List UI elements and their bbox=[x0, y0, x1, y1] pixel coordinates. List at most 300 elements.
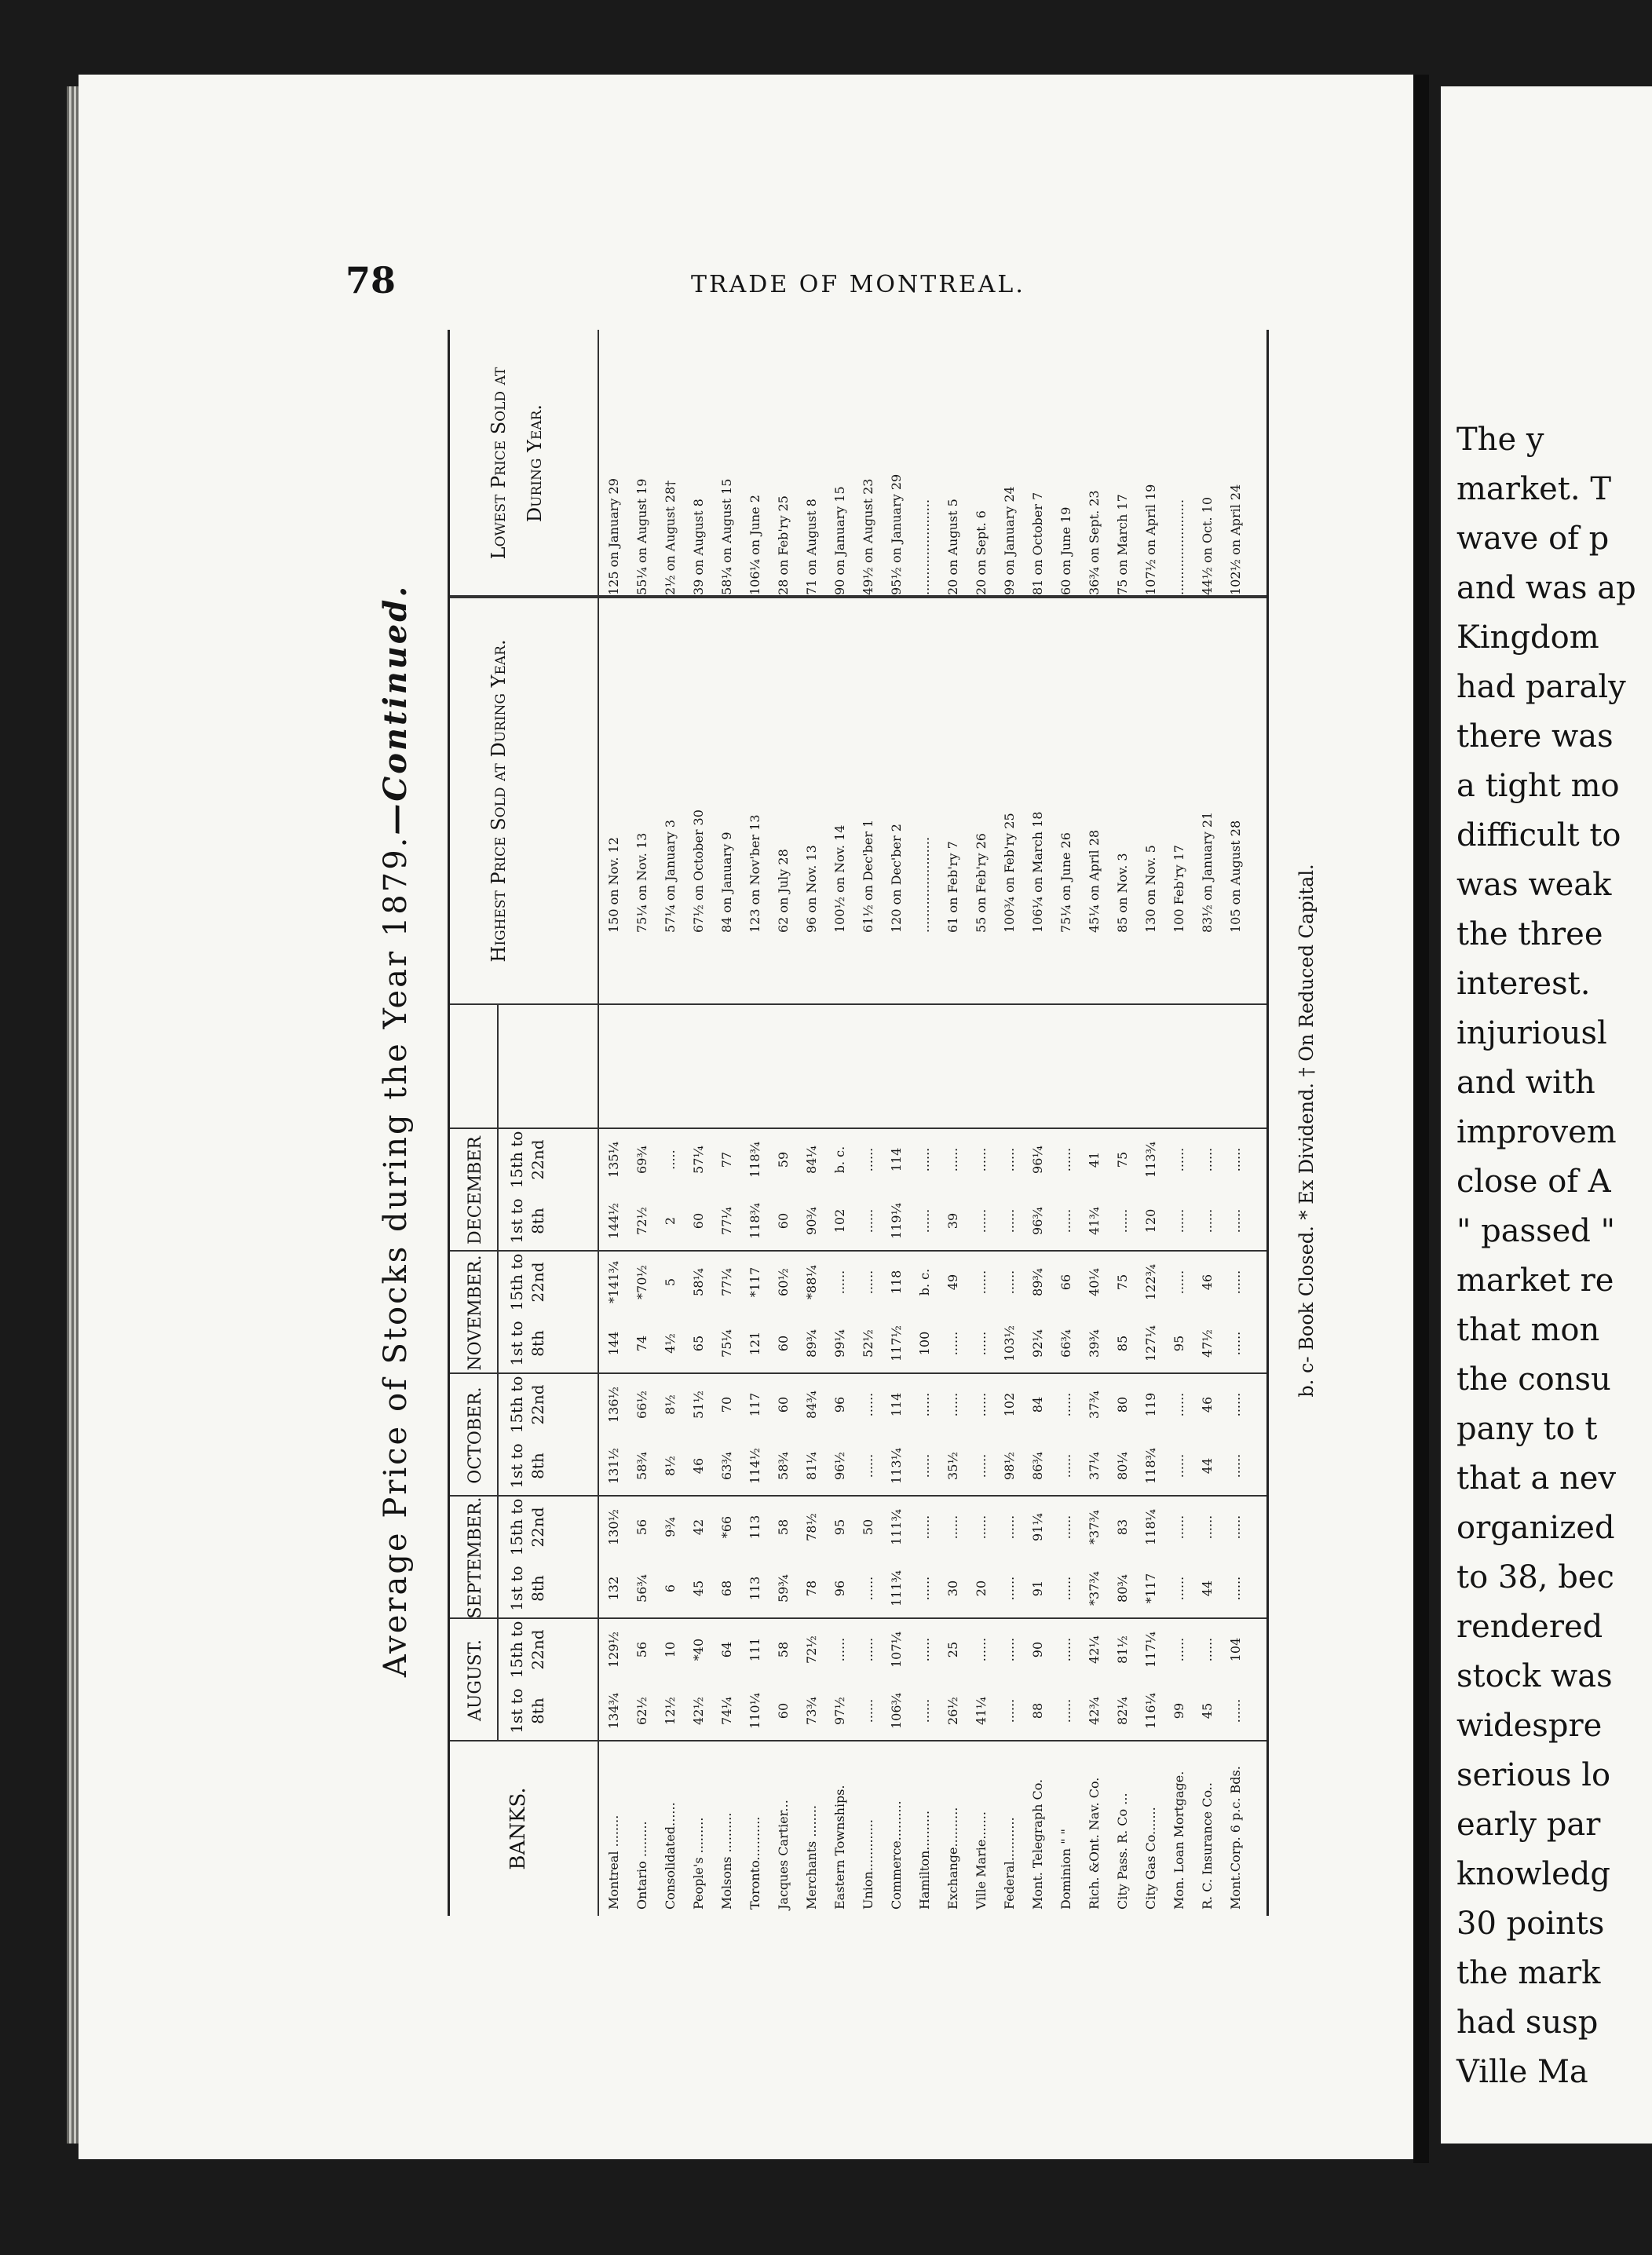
price-cell: 85 bbox=[1115, 1335, 1130, 1352]
price-cell: ...... bbox=[945, 1515, 960, 1540]
price-cell: 99 bbox=[1171, 1702, 1186, 1720]
table-row bbox=[777, 330, 790, 1916]
price-cell: *88¼ bbox=[804, 1265, 819, 1299]
price-cell: 95 bbox=[832, 1519, 847, 1536]
price-cell: 113 bbox=[747, 1576, 762, 1601]
right-page-line: and with bbox=[1456, 1065, 1595, 1101]
price-cell: 144½ bbox=[606, 1202, 621, 1240]
price-cell: ...... bbox=[974, 1637, 989, 1662]
right-page-line: Ville Ma bbox=[1456, 2054, 1588, 2090]
header-period-first: 1st to 8th bbox=[507, 1566, 547, 1611]
bank-name: Eastern Townships. bbox=[832, 1785, 847, 1910]
bank-name: People's ......... bbox=[691, 1817, 706, 1910]
lowest-price-cell: 106¼ on June 2 bbox=[747, 495, 762, 595]
price-cell: 59 bbox=[776, 1151, 791, 1168]
price-cell: 116¼ bbox=[1143, 1692, 1158, 1730]
book-gutter bbox=[1413, 75, 1429, 2163]
price-cell: 92¼ bbox=[1030, 1329, 1045, 1358]
right-page-line: improvem bbox=[1456, 1114, 1617, 1150]
price-cell: 64 bbox=[719, 1641, 734, 1658]
price-cell: 96¾ bbox=[1030, 1207, 1045, 1235]
price-cell: 74¼ bbox=[719, 1697, 734, 1725]
price-cell: 100 bbox=[917, 1331, 932, 1356]
price-cell: 86¾ bbox=[1030, 1452, 1045, 1480]
lowest-price-cell: 125 on January 29 bbox=[606, 478, 621, 595]
table-title-continued: —Continued. bbox=[377, 583, 414, 835]
table-row bbox=[1201, 330, 1214, 1916]
price-cell: ...... bbox=[1002, 1637, 1017, 1662]
price-cell: 130½ bbox=[606, 1508, 621, 1546]
price-cell: ...... bbox=[974, 1515, 989, 1540]
price-cell: ...... bbox=[945, 1147, 960, 1172]
price-cell: ...... bbox=[974, 1147, 989, 1172]
highest-price-cell: 123 on Nov'ber 13 bbox=[747, 814, 762, 933]
table-row bbox=[635, 330, 649, 1916]
bank-name: City Gas Co....... bbox=[1143, 1807, 1158, 1910]
lowest-price-cell: ........................ bbox=[917, 499, 932, 595]
price-cell: *37¾ bbox=[1087, 1510, 1102, 1544]
right-page-line: that mon bbox=[1456, 1312, 1600, 1348]
price-cell: 57¼ bbox=[691, 1146, 706, 1174]
price-cell: 119 bbox=[1143, 1392, 1158, 1417]
header-period-second: 15th to 22nd bbox=[507, 1253, 547, 1311]
lowest-price-cell: 28 on Feb'ry 25 bbox=[776, 495, 791, 595]
highest-price-cell: 130 on Nov. 5 bbox=[1143, 845, 1158, 933]
highest-price-cell: 100¾ on Feb'ry 25 bbox=[1002, 813, 1017, 933]
highest-price-cell: 62 on July 28 bbox=[776, 849, 791, 933]
price-cell: 134¾ bbox=[606, 1692, 621, 1730]
right-page-line: had paraly bbox=[1456, 669, 1626, 705]
right-page-line: close of A bbox=[1456, 1164, 1611, 1200]
price-cell: 99¼ bbox=[832, 1329, 847, 1358]
price-cell: 12½ bbox=[663, 1697, 678, 1725]
price-cell: 58 bbox=[776, 1641, 791, 1658]
price-cell: ...... bbox=[1058, 1453, 1073, 1478]
price-cell: 127¼ bbox=[1143, 1325, 1158, 1362]
price-cell: ...... bbox=[1002, 1576, 1017, 1601]
bank-name: Dominion " " bbox=[1058, 1829, 1073, 1910]
price-cell: 84¼ bbox=[804, 1146, 819, 1174]
price-cell: 89¾ bbox=[1030, 1268, 1045, 1296]
table-row bbox=[607, 330, 620, 1916]
lowest-price-cell: 49½ on August 23 bbox=[861, 478, 875, 595]
price-cell: ...... bbox=[861, 1270, 875, 1295]
header-period-second: 15th to 22nd bbox=[507, 1621, 547, 1679]
table-row bbox=[974, 330, 988, 1916]
price-cell: 95 bbox=[1171, 1335, 1186, 1352]
highest-price-cell: 106¼ on March 18 bbox=[1030, 811, 1045, 933]
price-cell: ...... bbox=[832, 1637, 847, 1662]
price-cell: 4½ bbox=[663, 1333, 678, 1354]
price-cell: 63¾ bbox=[719, 1452, 734, 1480]
bank-name: Toronto........... bbox=[747, 1816, 762, 1910]
price-cell: 6 bbox=[663, 1584, 678, 1593]
right-page-line: market. T bbox=[1456, 471, 1611, 507]
price-cell: 118¾ bbox=[1143, 1447, 1158, 1485]
highest-price-cell: 61 on Feb'ry 7 bbox=[945, 841, 960, 933]
price-cell: ...... bbox=[1171, 1453, 1186, 1478]
table-row bbox=[748, 330, 762, 1916]
price-cell: 50 bbox=[861, 1519, 875, 1536]
price-cell: 66½ bbox=[634, 1391, 649, 1419]
highest-price-cell: 75¼ on Nov. 13 bbox=[634, 832, 649, 933]
price-cell: ...... bbox=[1171, 1515, 1186, 1540]
price-cell: ...... bbox=[917, 1147, 932, 1172]
right-page-line: knowledg bbox=[1456, 1856, 1610, 1892]
price-cell: 66 bbox=[1058, 1274, 1073, 1291]
header-october: OCTOBER. bbox=[466, 1387, 485, 1484]
right-page-line: market re bbox=[1456, 1263, 1614, 1299]
highest-price-cell: 150 on Nov. 12 bbox=[606, 837, 621, 933]
highest-price-cell: 100 Feb'ry 17 bbox=[1171, 844, 1186, 933]
bank-name: Ontario ......... bbox=[634, 1821, 649, 1910]
price-cell: 118¼ bbox=[1143, 1508, 1158, 1546]
price-cell: ...... bbox=[1200, 1208, 1215, 1233]
right-page-line: wave of p bbox=[1456, 521, 1610, 557]
price-cell: 35½ bbox=[945, 1452, 960, 1480]
right-page-line: the three bbox=[1456, 916, 1603, 952]
price-cell: 30 bbox=[945, 1580, 960, 1597]
right-page-line: was weak bbox=[1456, 867, 1612, 903]
price-cell: 90¾ bbox=[804, 1207, 819, 1235]
price-cell: *70½ bbox=[634, 1265, 649, 1299]
header-rule bbox=[598, 330, 599, 1916]
price-cell: 106¾ bbox=[889, 1692, 904, 1730]
price-cell: 77¼ bbox=[719, 1207, 734, 1235]
price-cell: ...... bbox=[861, 1392, 875, 1417]
header-lowest-price: Lowest Price Sold at During Year. bbox=[488, 367, 546, 560]
price-cell: 73¾ bbox=[804, 1697, 819, 1725]
table-row bbox=[692, 330, 705, 1916]
price-cell: 113 bbox=[747, 1515, 762, 1540]
price-cell: 78½ bbox=[804, 1513, 819, 1541]
bank-name: Mon. Loan Mortgage. bbox=[1171, 1771, 1186, 1910]
header-december: DECEMBER bbox=[466, 1136, 485, 1244]
price-cell: 42½ bbox=[691, 1697, 706, 1725]
lowest-price-cell: 36¾ on Sept. 23 bbox=[1087, 490, 1102, 595]
price-cell: 114 bbox=[889, 1392, 904, 1417]
bank-name: Consolidated...... bbox=[663, 1802, 678, 1910]
price-cell: 45 bbox=[691, 1580, 706, 1597]
price-cell: ...... bbox=[861, 1208, 875, 1233]
price-cell: 9¾ bbox=[663, 1517, 678, 1537]
price-cell: 66¾ bbox=[1058, 1329, 1073, 1358]
lowest-price-cell: 20 on August 5 bbox=[945, 499, 960, 595]
price-cell: ...... bbox=[1200, 1637, 1215, 1662]
header-banks: BANKS. bbox=[506, 1787, 530, 1870]
price-cell: 52½ bbox=[861, 1329, 875, 1358]
price-cell: ...... bbox=[1228, 1208, 1243, 1233]
price-cell: ...... bbox=[861, 1637, 875, 1662]
bank-name: City Pass. R. Co ... bbox=[1115, 1793, 1130, 1910]
right-page-line: the mark bbox=[1456, 1955, 1601, 1991]
price-cell: ...... bbox=[1058, 1208, 1073, 1233]
price-cell: 118¾ bbox=[747, 1141, 762, 1179]
header-highest-price: Highest Price Sold at During Year. bbox=[488, 639, 510, 963]
price-cell: ...... bbox=[1228, 1147, 1243, 1172]
month-rule bbox=[497, 1005, 499, 1742]
right-page-line: there was bbox=[1456, 718, 1614, 755]
right-page-line: interest. bbox=[1456, 966, 1591, 1002]
price-cell: ...... bbox=[1228, 1698, 1243, 1723]
price-cell: ...... bbox=[1171, 1147, 1186, 1172]
price-cell: 117¼ bbox=[1143, 1631, 1158, 1668]
table-row bbox=[805, 330, 818, 1916]
highest-price-cell: 105 on August 28 bbox=[1228, 820, 1243, 933]
price-cell: 77 bbox=[719, 1151, 734, 1168]
header-period-second: 15th to 22nd bbox=[507, 1376, 547, 1434]
price-cell: ...... bbox=[974, 1392, 989, 1417]
price-cell: 68 bbox=[719, 1580, 734, 1597]
price-cell: 129½ bbox=[606, 1631, 621, 1668]
price-cell: 84¾ bbox=[804, 1391, 819, 1419]
table-row bbox=[833, 330, 846, 1916]
price-cell: 70 bbox=[719, 1396, 734, 1413]
price-cell: 39 bbox=[945, 1212, 960, 1230]
rotated-table-block bbox=[377, 330, 1319, 1916]
table-row bbox=[1003, 330, 1016, 1916]
price-cell: 47½ bbox=[1200, 1329, 1215, 1358]
price-cell: 42¾ bbox=[1087, 1697, 1102, 1725]
price-cell: b. c. bbox=[832, 1146, 847, 1174]
bank-name: Mont.Corp. 6 p.c. Bds. bbox=[1228, 1766, 1243, 1910]
price-cell: 56¾ bbox=[634, 1574, 649, 1603]
price-cell: 110¼ bbox=[747, 1692, 762, 1730]
price-cell: ...... bbox=[945, 1331, 960, 1356]
table-row bbox=[1087, 330, 1101, 1916]
table-row bbox=[1116, 330, 1129, 1916]
price-cell: *117 bbox=[747, 1266, 762, 1298]
price-cell: ...... bbox=[917, 1576, 932, 1601]
lowest-price-cell: 75 on March 17 bbox=[1115, 494, 1130, 595]
price-cell: 5 bbox=[663, 1277, 678, 1287]
price-cell: ...... bbox=[917, 1453, 932, 1478]
price-cell: ...... bbox=[1002, 1208, 1017, 1233]
price-cell: 114 bbox=[889, 1147, 904, 1172]
table-row bbox=[1059, 330, 1073, 1916]
right-page-line: difficult to bbox=[1456, 817, 1621, 853]
right-page-line: 30 points bbox=[1456, 1906, 1605, 1942]
price-cell: 80¼ bbox=[1115, 1452, 1130, 1480]
price-cell: 103½ bbox=[1002, 1325, 1017, 1362]
table-row bbox=[946, 330, 959, 1916]
highest-price-cell: 83½ on January 21 bbox=[1200, 811, 1215, 933]
right-page-line: early par bbox=[1456, 1807, 1601, 1843]
bank-name: Merchants ........ bbox=[804, 1804, 819, 1910]
price-cell: 102 bbox=[1002, 1392, 1017, 1417]
price-cell: 136½ bbox=[606, 1386, 621, 1424]
price-cell: ...... bbox=[1171, 1392, 1186, 1417]
price-cell: 135¼ bbox=[606, 1141, 621, 1179]
price-cell: 98½ bbox=[1002, 1452, 1017, 1480]
right-page-line: Kingdom bbox=[1456, 619, 1599, 656]
price-cell: ...... bbox=[1115, 1208, 1130, 1233]
price-cell: 60 bbox=[776, 1396, 791, 1413]
price-cell: 44 bbox=[1200, 1457, 1215, 1475]
price-cell: 96 bbox=[832, 1580, 847, 1597]
price-cell: ...... bbox=[974, 1270, 989, 1295]
price-cell: 96 bbox=[832, 1396, 847, 1413]
price-cell: 104 bbox=[1228, 1637, 1243, 1662]
price-cell: 78 bbox=[804, 1580, 819, 1597]
price-cell: 42 bbox=[691, 1519, 706, 1536]
price-cell: 113¾ bbox=[1143, 1141, 1158, 1179]
lowest-price-cell: 2½ on August 28† bbox=[663, 480, 678, 595]
price-cell: ...... bbox=[1002, 1698, 1017, 1723]
lowest-price-cell: 58¼ on August 15 bbox=[719, 478, 734, 595]
lowest-price-cell: 107½ on April 19 bbox=[1143, 484, 1158, 595]
price-cell: 96½ bbox=[832, 1452, 847, 1480]
right-page-line: widespre bbox=[1456, 1708, 1603, 1744]
price-cell: 131½ bbox=[606, 1447, 621, 1485]
lowest-price-cell: 71 on August 8 bbox=[804, 499, 819, 595]
bank-name: Commerce.......... bbox=[889, 1800, 904, 1910]
price-cell: 69¾ bbox=[634, 1146, 649, 1174]
price-cell: 37¾ bbox=[1087, 1391, 1102, 1419]
lowest-price-cell: 102½ on April 24 bbox=[1228, 484, 1243, 595]
price-cell: ...... bbox=[1228, 1392, 1243, 1417]
bank-name: Hamilton.......... bbox=[917, 1810, 932, 1910]
running-head: TRADE OF MONTREAL. bbox=[691, 271, 1025, 298]
table-row bbox=[890, 330, 903, 1916]
price-cell: 89¾ bbox=[804, 1329, 819, 1358]
header-period-second: 15th to 22nd bbox=[507, 1498, 547, 1556]
price-cell: 20 bbox=[974, 1580, 989, 1597]
lowest-price-cell: 55¼ on August 19 bbox=[634, 478, 649, 595]
header-period-first: 1st to 8th bbox=[507, 1688, 547, 1734]
page-number: 78 bbox=[345, 259, 397, 302]
price-cell: 49 bbox=[945, 1274, 960, 1291]
price-cell: 60 bbox=[776, 1702, 791, 1720]
price-cell: ...... bbox=[917, 1515, 932, 1540]
highest-price-cell: 96 on Nov. 13 bbox=[804, 845, 819, 933]
right-page-line: a tight mo bbox=[1456, 768, 1620, 804]
price-cell: ...... bbox=[917, 1637, 932, 1662]
price-cell: *66 bbox=[719, 1515, 734, 1539]
price-cell: 114½ bbox=[747, 1447, 762, 1485]
table-row bbox=[918, 330, 931, 1916]
price-cell: 120 bbox=[1143, 1208, 1158, 1233]
price-cell: 58¾ bbox=[634, 1452, 649, 1480]
price-cell: 81¼ bbox=[804, 1452, 819, 1480]
price-cell: ...... bbox=[1002, 1270, 1017, 1295]
right-page-line: the consu bbox=[1456, 1361, 1611, 1398]
price-cell: 60 bbox=[776, 1212, 791, 1230]
price-cell: 65 bbox=[691, 1335, 706, 1352]
lowest-price-cell: 95½ on January 29 bbox=[889, 473, 904, 595]
highest-price-cell: 67½ on October 30 bbox=[691, 810, 706, 933]
price-cell: 91 bbox=[1030, 1580, 1045, 1597]
highest-price-cell: 57¼ on January 3 bbox=[663, 819, 678, 933]
table-title bbox=[377, 345, 414, 1916]
price-cell: 83 bbox=[1115, 1519, 1130, 1536]
lowest-price-cell: 90 on January 15 bbox=[832, 486, 847, 595]
highest-price-cell: 100½ on Nov. 14 bbox=[832, 824, 847, 933]
price-cell: ...... bbox=[861, 1147, 875, 1172]
price-cell: ...... bbox=[945, 1392, 960, 1417]
table-row bbox=[1144, 330, 1157, 1916]
header-november: NOVEMBER. bbox=[466, 1255, 485, 1371]
price-cell: 59¾ bbox=[776, 1574, 791, 1603]
price-cell: 91¼ bbox=[1030, 1513, 1045, 1541]
right-page-line: organized bbox=[1456, 1510, 1615, 1546]
price-cell: 37¼ bbox=[1087, 1452, 1102, 1480]
price-cell: 39¾ bbox=[1087, 1329, 1102, 1358]
price-cell: 113¼ bbox=[889, 1447, 904, 1485]
header-period-first: 1st to 8th bbox=[507, 1198, 547, 1244]
highest-price-cell: 55 on Feb'ry 26 bbox=[974, 833, 989, 933]
price-cell: 40¼ bbox=[1087, 1268, 1102, 1296]
header-august: AUGUST. bbox=[466, 1639, 485, 1722]
highest-price-cell: 75¼ on June 26 bbox=[1058, 832, 1073, 933]
price-cell: ...... bbox=[1058, 1576, 1073, 1601]
highest-price-cell: 84 on January 9 bbox=[719, 831, 734, 933]
price-cell: 111 bbox=[747, 1637, 762, 1662]
table-row bbox=[1229, 330, 1242, 1916]
price-cell: 46 bbox=[691, 1457, 706, 1475]
price-cell: 10 bbox=[663, 1641, 678, 1658]
right-page-line: to 38, bec bbox=[1456, 1559, 1614, 1595]
price-cell: 144 bbox=[606, 1331, 621, 1356]
price-cell: 102 bbox=[832, 1208, 847, 1233]
price-cell: 80¾ bbox=[1115, 1574, 1130, 1603]
table-row bbox=[720, 330, 733, 1916]
price-cell: 121 bbox=[747, 1331, 762, 1356]
price-cell: 62½ bbox=[634, 1697, 649, 1725]
price-cell: *37¾ bbox=[1087, 1571, 1102, 1606]
price-cell: 90 bbox=[1030, 1641, 1045, 1658]
right-page-line: and was ap bbox=[1456, 570, 1636, 606]
bank-name: Union............. bbox=[861, 1819, 875, 1910]
price-cell: 75 bbox=[1115, 1274, 1130, 1291]
price-cell: ..... bbox=[663, 1149, 678, 1170]
bank-name: Exchange.......... bbox=[945, 1807, 960, 1910]
price-cell: ...... bbox=[1228, 1331, 1243, 1356]
price-cell: ...... bbox=[1200, 1147, 1215, 1172]
price-cell: 111¾ bbox=[889, 1508, 904, 1546]
price-cell: ...... bbox=[1228, 1576, 1243, 1601]
bank-name: Montreal ........ bbox=[606, 1815, 621, 1910]
price-cell: 96¼ bbox=[1030, 1146, 1045, 1174]
price-cell: *40 bbox=[691, 1638, 706, 1661]
price-cell: 8½ bbox=[663, 1394, 678, 1415]
price-cell: 118¾ bbox=[747, 1202, 762, 1240]
stock-price-table bbox=[448, 330, 1269, 1916]
price-cell: 45 bbox=[1200, 1702, 1215, 1720]
price-cell: 8½ bbox=[663, 1456, 678, 1476]
price-cell: 111¾ bbox=[889, 1570, 904, 1607]
table-row bbox=[1172, 330, 1186, 1916]
price-cell: 119¼ bbox=[889, 1202, 904, 1240]
price-cell: ...... bbox=[1002, 1515, 1017, 1540]
header-period-first: 1st to 8th bbox=[507, 1321, 547, 1366]
price-cell: *141¾ bbox=[606, 1260, 621, 1304]
price-cell: ...... bbox=[974, 1453, 989, 1478]
price-cell: 25 bbox=[945, 1641, 960, 1658]
price-cell: ...... bbox=[1171, 1270, 1186, 1295]
price-cell: 84 bbox=[1030, 1396, 1045, 1413]
right-page-line: pany to t bbox=[1456, 1411, 1598, 1447]
price-cell: 75 bbox=[1115, 1151, 1130, 1168]
price-cell: 72½ bbox=[804, 1636, 819, 1664]
highest-price-cell: 45¼ on April 28 bbox=[1087, 829, 1102, 933]
price-cell: ...... bbox=[1002, 1147, 1017, 1172]
price-cell: ...... bbox=[861, 1698, 875, 1723]
price-cell: ...... bbox=[1058, 1147, 1073, 1172]
right-page-line: that a nev bbox=[1456, 1460, 1617, 1497]
price-cell: 46 bbox=[1200, 1274, 1215, 1291]
price-cell: 118 bbox=[889, 1270, 904, 1295]
